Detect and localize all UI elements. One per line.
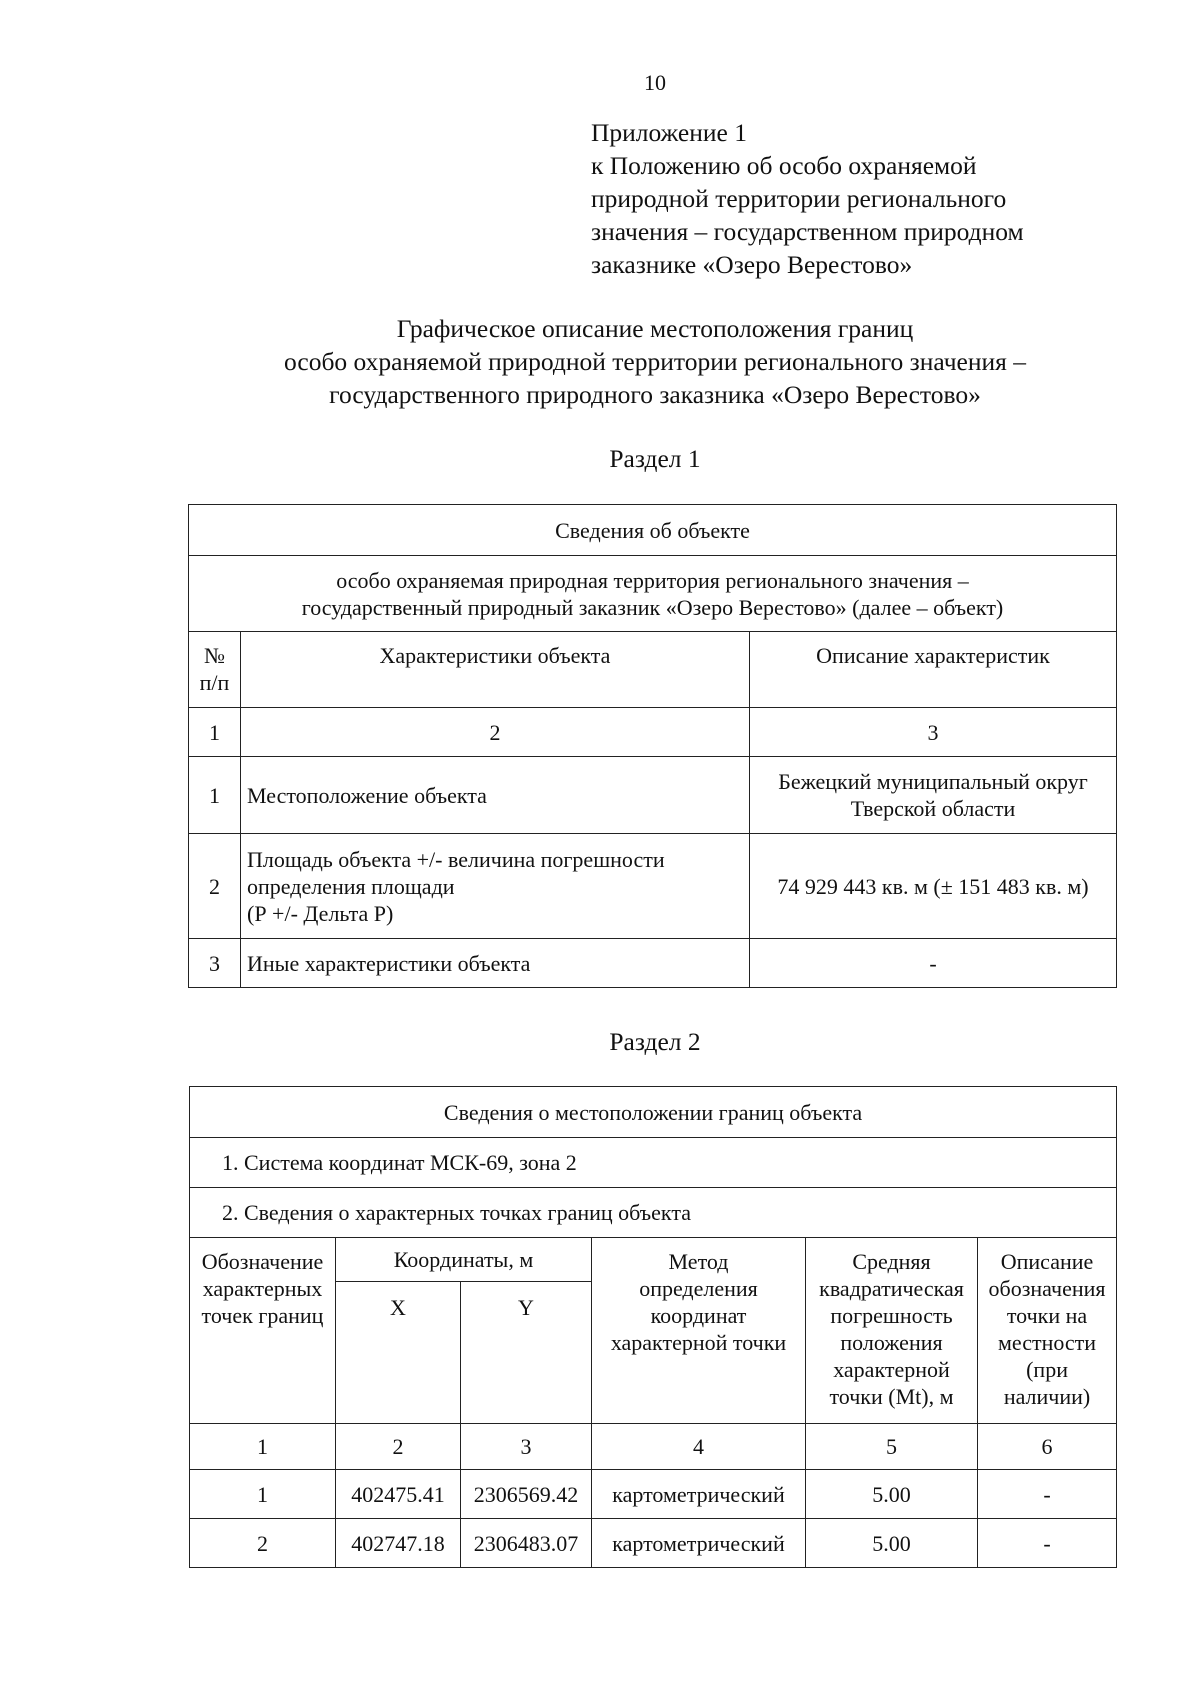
header-line: квадратическая <box>819 1276 964 1301</box>
header-num-line: п/п <box>199 670 230 695</box>
section-2-title: Раздел 2 <box>609 1027 701 1056</box>
header-line: определения <box>639 1276 758 1301</box>
document-heading <box>0 312 1200 411</box>
header-line: точки на <box>1006 1303 1088 1328</box>
point-method: картометрический <box>592 1470 806 1519</box>
row-description: - <box>750 939 1117 988</box>
column-number: 6 <box>978 1424 1117 1470</box>
table-row <box>189 834 1117 939</box>
header-line: Метод <box>668 1249 729 1274</box>
characteristic-line: (Р +/- Дельта Р) <box>247 900 394 926</box>
row-number: 3 <box>189 939 241 988</box>
coordinate-system: 1. Система координат МСК-69, зона 2 <box>190 1138 1117 1188</box>
header-designation <box>190 1238 336 1424</box>
header-line: местности <box>997 1330 1097 1355</box>
header-num-line: № <box>204 643 225 668</box>
heading-line: Графическое описание местоположения границ <box>396 314 914 343</box>
header-line: Описание <box>1000 1249 1094 1274</box>
table-title: Сведения о местоположении границ объекта <box>190 1087 1117 1138</box>
object-name-line: особо охраняемая природная территория регионального значения – <box>336 567 969 593</box>
column-number: 3 <box>750 708 1117 757</box>
header-method <box>592 1238 806 1424</box>
header-line: наличии) <box>1003 1384 1091 1409</box>
column-number: 1 <box>190 1424 336 1470</box>
column-number: 2 <box>336 1424 461 1470</box>
column-number: 2 <box>241 708 750 757</box>
header-line: положения <box>840 1330 943 1355</box>
point-y: 2306569.42 <box>461 1470 592 1519</box>
point-x: 402747.18 <box>336 1519 461 1568</box>
row-description <box>750 757 1117 834</box>
table-row <box>189 757 1117 834</box>
point-description: - <box>978 1470 1117 1519</box>
header-line: характерной <box>833 1357 950 1382</box>
characteristic-line: определения площади <box>247 873 455 899</box>
table-row <box>190 1470 1117 1519</box>
row-characteristic: Иные характеристики объекта <box>241 939 750 988</box>
boundary-points-table <box>189 1086 1117 1568</box>
heading-line: государственного природного заказника «Озеро Верестово» <box>329 380 981 409</box>
row-number: 2 <box>189 834 241 939</box>
description-line: Тверской области <box>850 796 1016 821</box>
row-description: 74 929 443 кв. м (± 151 483 кв. м) <box>750 834 1117 939</box>
header-line: точки (Mt), м <box>829 1384 954 1409</box>
point-x: 402475.41 <box>336 1470 461 1519</box>
point-description: - <box>978 1519 1117 1568</box>
header-point-description <box>978 1238 1117 1424</box>
header-num <box>189 632 241 708</box>
point-id: 2 <box>190 1519 336 1568</box>
section-1-title: Раздел 1 <box>609 444 701 473</box>
header-line: координат <box>650 1303 747 1328</box>
header-error <box>806 1238 978 1424</box>
appendix-line: к Положению об особо охраняемой <box>591 151 977 180</box>
appendix-line: заказнике «Озеро Верестово» <box>591 250 913 279</box>
header-line: Средняя <box>852 1249 931 1274</box>
header-characteristic: Характеристики объекта <box>241 632 750 708</box>
table-row <box>189 939 1117 988</box>
table-row <box>190 1519 1117 1568</box>
header-description: Описание характеристик <box>750 632 1117 708</box>
point-id: 1 <box>190 1470 336 1519</box>
appendix-line: значения – государственном природном <box>591 217 1024 246</box>
header-x: X <box>336 1282 461 1424</box>
header-line: обозначения <box>988 1276 1106 1301</box>
header-line: точек границ <box>201 1303 324 1328</box>
appendix-line: природной территории регионального <box>591 184 1007 213</box>
point-y: 2306483.07 <box>461 1519 592 1568</box>
header-line: погрешность <box>830 1303 953 1328</box>
points-title: 2. Сведения о характерных точках границ объекта <box>190 1188 1117 1238</box>
header-line: характерных <box>202 1276 323 1301</box>
point-method: картометрический <box>592 1519 806 1568</box>
appendix-note <box>591 116 1024 281</box>
point-mt: 5.00 <box>806 1519 978 1568</box>
column-number: 4 <box>592 1424 806 1470</box>
page-number: 10 <box>644 70 666 95</box>
row-characteristic <box>241 834 750 939</box>
table-title: Сведения об объекте <box>189 505 1117 556</box>
header-line: характерной точки <box>610 1330 787 1355</box>
column-number: 5 <box>806 1424 978 1470</box>
header-coordinates: Координаты, м <box>336 1238 592 1282</box>
header-line: Обозначение <box>201 1249 324 1274</box>
column-number: 1 <box>189 708 241 757</box>
heading-line: особо охраняемой природной территории регионального значения – <box>284 347 1026 376</box>
header-y: Y <box>461 1282 592 1424</box>
header-line: (при <box>1026 1357 1068 1382</box>
point-mt: 5.00 <box>806 1470 978 1519</box>
column-number: 3 <box>461 1424 592 1470</box>
object-name-line: государственный природный заказник «Озеро Верестово» (далее – объект) <box>301 594 1004 620</box>
object-name <box>189 556 1117 632</box>
row-number: 1 <box>189 757 241 834</box>
appendix-line: Приложение 1 <box>591 118 747 147</box>
object-info-table <box>188 504 1117 988</box>
characteristic-line: Площадь объекта +/- величина погрешности <box>247 846 665 872</box>
row-characteristic: Местоположение объекта <box>241 757 750 834</box>
description-line: Бежецкий муниципальный округ <box>778 769 1088 794</box>
